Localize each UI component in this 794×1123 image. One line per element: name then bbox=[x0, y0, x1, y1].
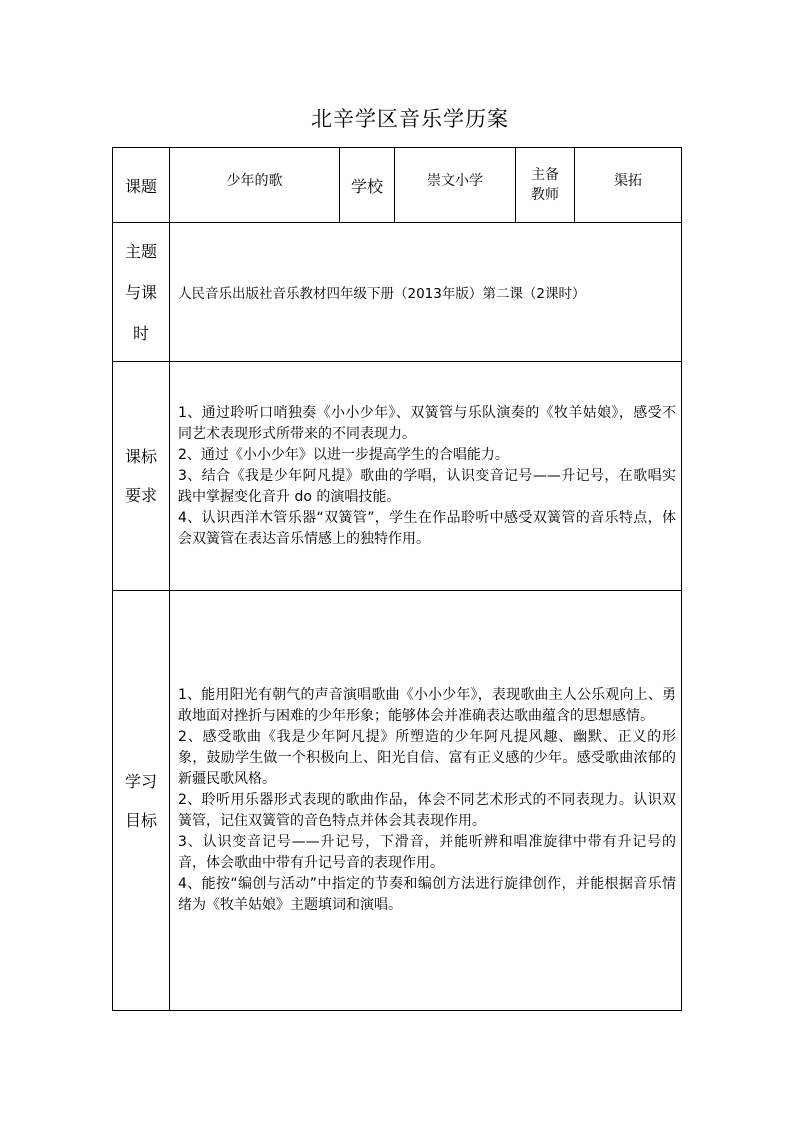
header-row bbox=[113, 148, 682, 223]
objectives-item: 3、认识变音记号——升记号，下滑音，并能听辨和唱准旋律中带有升记号的音，体会歌曲中带有升记号音的表现作用。 bbox=[178, 834, 676, 871]
standards-row bbox=[113, 362, 682, 591]
objectives-item: 2、聆听用乐器形式表现的歌曲作品，体会不同艺术形式的不同表现力。认识双簧管，记住双簧管的音色特点并体会其表现作用。 bbox=[178, 792, 676, 829]
lesson-plan-table bbox=[112, 147, 682, 1011]
standards-item: 2、通过《小小少年》以进一步提高学生的合唱能力。 bbox=[178, 446, 509, 463]
topic-value: 少年的歌 bbox=[170, 148, 340, 223]
page-title: 北辛学区音乐学历案 bbox=[311, 107, 509, 131]
theme-label-line3: 时 bbox=[132, 323, 149, 343]
standards-label-line1: 课标 bbox=[124, 447, 157, 466]
objectives-content bbox=[170, 591, 682, 1011]
teacher-label-line2: 教师 bbox=[531, 187, 559, 203]
objectives-label-line1: 学习 bbox=[124, 771, 157, 791]
standards-label bbox=[113, 362, 170, 591]
theme-label bbox=[113, 223, 170, 362]
standards-content bbox=[170, 362, 682, 591]
school-label: 学校 bbox=[340, 148, 395, 223]
standards-label-line2: 要求 bbox=[124, 486, 157, 505]
objectives-label bbox=[113, 591, 170, 1011]
theme-label-line1: 主题 bbox=[124, 241, 157, 261]
theme-label-line2: 与课 bbox=[124, 282, 157, 302]
objectives-item: 1、能用阳光有朝气的声音演唱歌曲《小小少年》，表现歌曲主人公乐观向上、勇敢地面对挫折与困难的少年形象；能够体会并准确表达歌曲蕴含的思想感情。 bbox=[178, 687, 676, 724]
teacher-label bbox=[516, 148, 575, 223]
objectives-item: 2、感受歌曲《我是少年阿凡提》所塑造的少年阿凡提风趣、幽默、正义的形象，鼓励学生做一个积极向上、阳光自信、富有正义感的少年。感受歌曲浓郁的新疆民歌风格。 bbox=[178, 729, 676, 787]
school-value: 崇文小学 bbox=[395, 148, 516, 223]
objectives-label-line2: 目标 bbox=[124, 810, 157, 830]
objectives-item: 4、能按“编创与活动”中指定的节奏和编创方法进行旋律创作，并能根据音乐情绪为《牧羊姑娘》主题填词和演唱。 bbox=[178, 876, 676, 913]
theme-value: 人民音乐出版社音乐教材四年级下册（2013年版）第二课（2课时） bbox=[170, 223, 682, 362]
standards-item: 1、通过聆听口哨独奏《小小少年》、双簧管与乐队演奏的《牧羊姑娘》，感受不同艺术表现形式所带来的不同表现力。 bbox=[178, 404, 676, 442]
objectives-row bbox=[113, 591, 682, 1011]
standards-item: 4、认识西洋木管乐器“双簧管”，学生在作品聆听中感受双簧管的音乐特点，体会双簧管在表达音乐情感上的独特作用。 bbox=[178, 509, 676, 547]
topic-label: 课题 bbox=[113, 148, 170, 223]
theme-row bbox=[113, 223, 682, 362]
teacher-label-line1: 主备 bbox=[531, 167, 559, 183]
standards-item: 3、结合《我是少年阿凡提》歌曲的学唱，认识变音记号——升记号，在歌唱实践中掌握变化音升 do 的演唱技能。 bbox=[178, 467, 676, 505]
teacher-value: 渠拓 bbox=[575, 148, 682, 223]
